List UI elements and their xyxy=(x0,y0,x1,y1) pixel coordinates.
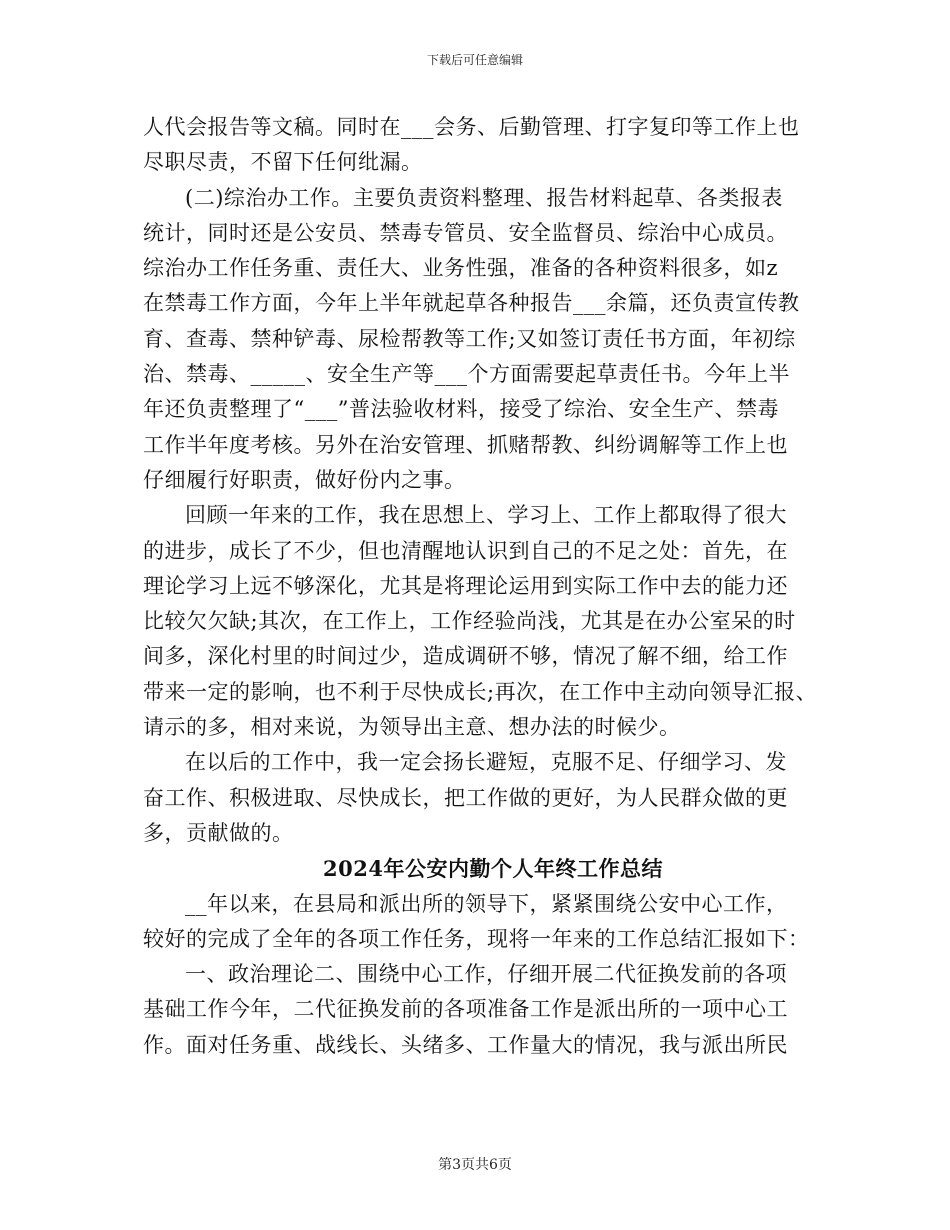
text-line: 年还负责整理了“___”普法验收材料，接受了综治、安全生产、禁毒 xyxy=(143,397,779,422)
text-line: 尽职尽责，不留下任何纰漏。 xyxy=(143,150,423,175)
section-title: 2024年公安内勤个人年终工作总结 xyxy=(323,856,663,882)
text-line: 仔细履行好职责，做好份内之事。 xyxy=(143,467,466,492)
text-line: 统计，同时还是公安员、禁毒专管员、安全监督员、综治中心成员。 xyxy=(143,220,788,245)
page-number: 第3页共6页 xyxy=(438,1157,512,1173)
paragraph-start: 回顾一年来的工作，我在思想上、学习上、工作上都取得了很大 xyxy=(185,503,787,528)
paragraph-start: 一、政治理论二、围绕中心工作，仔细开展二代征换发前的各项 xyxy=(185,962,787,987)
text-line: 间多，深化村里的时间过少，造成调研不够，情况了解不细，给工作 xyxy=(143,644,788,669)
text-line: 带来一定的影响，也不利于尽快成长;再次，在工作中主动向领导汇报、 xyxy=(143,679,818,704)
text-line: 工作半年度考核。另外在治安管理、抓赌帮教、纠纷调解等工作上也 xyxy=(143,432,788,457)
text-line: 奋工作、积极进取、尽快成长，把工作做的更好，为人民群众做的更 xyxy=(143,785,788,810)
text-line: 多，贡献做的。 xyxy=(143,820,294,845)
text-line: 作。面对任务重、战线长、头绪多、工作量大的情况，我与派出所民 xyxy=(143,1032,788,1057)
paragraph-start: 在以后的工作中，我一定会扬长避短，克服不足、仔细学习、发 xyxy=(185,750,787,775)
text-line: 理论学习上远不够深化，尤其是将理论运用到实际工作中去的能力还 xyxy=(143,573,788,598)
text-line: 育、查毒、禁种铲毒、尿检帮教等工作;又如签订责任书方面，年初综 xyxy=(143,326,796,351)
text-line: 请示的多，相对来说，为领导出主意、想办法的时候少。 xyxy=(143,715,681,740)
text-line: 综治办工作任务重、责任大、业务性强，准备的各种资料很多，如z xyxy=(143,256,779,281)
text-line: 治、禁毒、_____、安全生产等___个方面需要起草责任书。今年上半 xyxy=(143,362,790,387)
text-line: 基础工作今年，二代征换发前的各项准备工作是派出所的一项中心工 xyxy=(143,997,788,1022)
text-line: 较好的完成了全年的各项工作任务，现将一年来的工作总结汇报如下： xyxy=(143,926,810,951)
page-header: 下载后可任意编辑 xyxy=(426,53,523,67)
text-line: 的进步，成长了不少，但也清醒地认识到自己的不足之处：首先，在 xyxy=(143,538,788,563)
text-line: 在禁毒工作方面，今年上半年就起草各种报告___余篇，还负责宣传教 xyxy=(143,291,800,316)
paragraph-start: (二)综治办工作。主要负责资料整理、报告材料起草、各类报表 xyxy=(185,185,783,210)
paragraph-start: __年以来，在县局和派出所的领导下，紧紧围绕公安中心工作， xyxy=(185,891,788,916)
document-body xyxy=(143,110,823,1063)
text-line: 人代会报告等文稿。同时在___会务、后勤管理、打字复印等工作上也 xyxy=(143,115,800,139)
text-line: 比较欠欠缺;其次，在工作上，工作经验尚浅，尤其是在办公室呆的时 xyxy=(143,609,796,634)
